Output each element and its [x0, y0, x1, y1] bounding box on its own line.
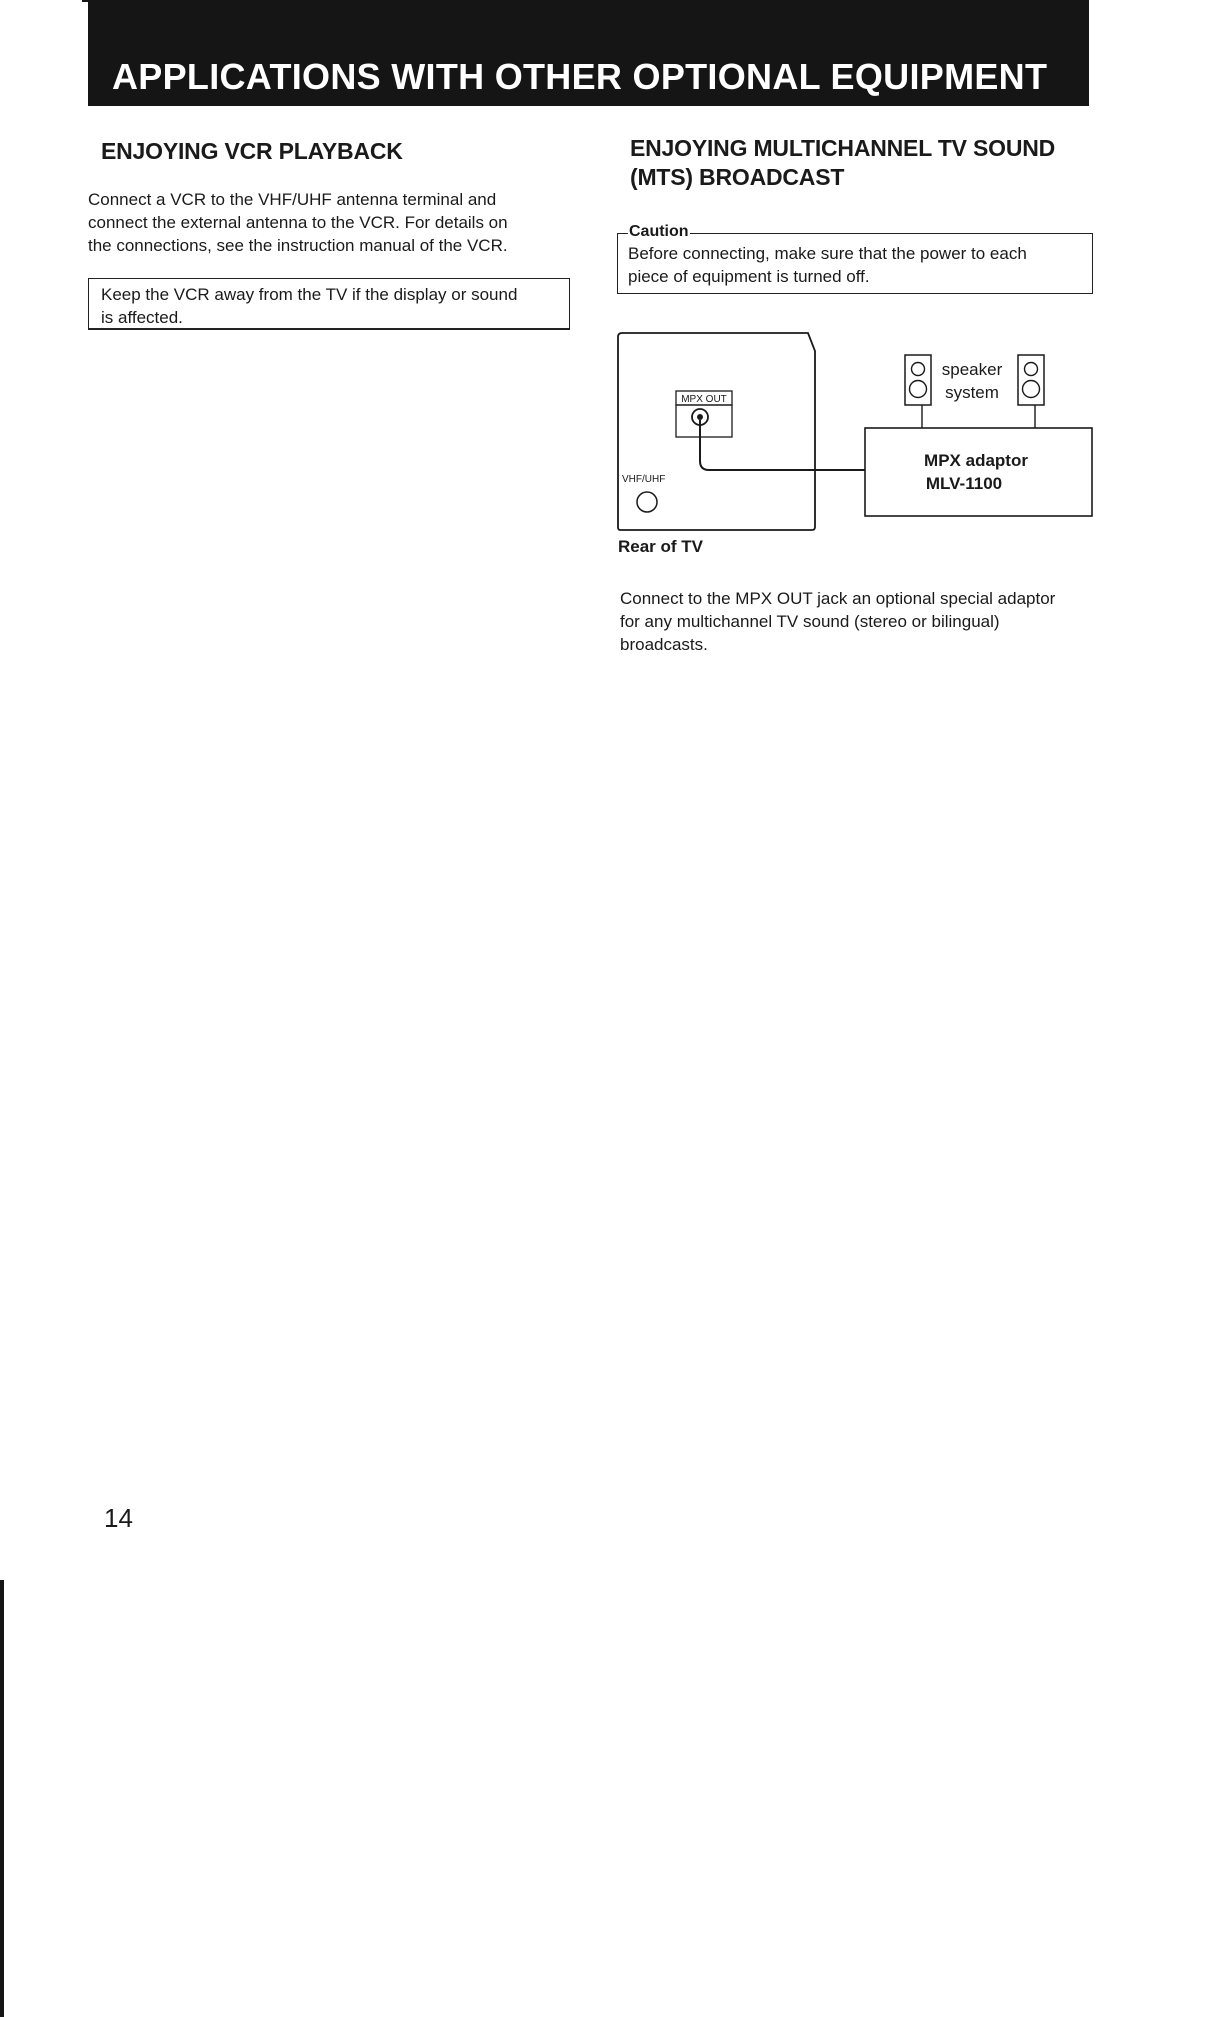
caution-line: Before connecting, make sure that the power to each — [628, 244, 1027, 263]
mpx-adaptor-model: MLV-1100 — [925, 474, 1003, 493]
scan-edge-bar — [0, 1580, 4, 2017]
left-speaker-tweeter — [912, 363, 925, 376]
page-title: APPLICATIONS WITH OTHER OPTIONAL EQUIPMENT — [112, 56, 1048, 97]
mts-heading-line: (MTS) BROADCAST — [630, 164, 845, 190]
speaker-label: speaker — [941, 360, 1003, 379]
mpx-adaptor-label: MPX adaptor — [924, 451, 1028, 470]
mpx-cable — [700, 420, 865, 470]
caution-line: piece of equipment is turned off. — [628, 267, 870, 286]
mts-body-line: for any multichannel TV sound (stereo or bilingual) — [620, 612, 1000, 631]
vcr-body-line: connect the external antenna to the VCR. For details on — [88, 213, 508, 232]
vcr-note-line: is affected. — [101, 308, 183, 327]
page-header-bar — [88, 0, 1089, 106]
speaker-system-label: system — [945, 383, 999, 402]
caution-box — [617, 223, 1093, 294]
mpx-adaptor-box — [865, 428, 1092, 516]
right-speaker-woofer — [1023, 381, 1040, 398]
page-number: 14 — [104, 1503, 133, 1533]
right-speaker-tweeter — [1025, 363, 1038, 376]
vcr-body-line: the connections, see the instruction manual of the VCR. — [88, 236, 508, 255]
mpx-connection-diagram — [610, 325, 1100, 565]
mpx-out-label: MPX OUT — [681, 394, 727, 405]
mts-body-line: Connect to the MPX OUT jack an optional special adaptor — [620, 589, 1056, 608]
vcr-note-line: Keep the VCR away from the TV if the display or sound — [101, 285, 518, 304]
diagram-caption: Rear of TV — [618, 537, 704, 556]
vhf-uhf-label: VHF/UHF — [622, 474, 666, 485]
vcr-note-box — [88, 278, 570, 330]
tv-rear-outline — [618, 333, 815, 530]
vcr-section-heading: ENJOYING VCR PLAYBACK — [101, 138, 403, 164]
mts-section-body — [620, 587, 1055, 656]
left-speaker-woofer — [910, 381, 927, 398]
vcr-section-body — [88, 188, 508, 257]
mts-heading-line: ENJOYING MULTICHANNEL TV SOUND — [630, 135, 1056, 161]
caution-label: Caution — [629, 223, 689, 240]
mpx-out-jack-center — [697, 414, 703, 420]
vhf-uhf-terminal-icon — [637, 492, 657, 512]
vcr-body-line: Connect a VCR to the VHF/UHF antenna terminal and — [88, 190, 497, 209]
mts-section-heading — [630, 134, 1055, 192]
mts-body-line: broadcasts. — [620, 635, 708, 654]
